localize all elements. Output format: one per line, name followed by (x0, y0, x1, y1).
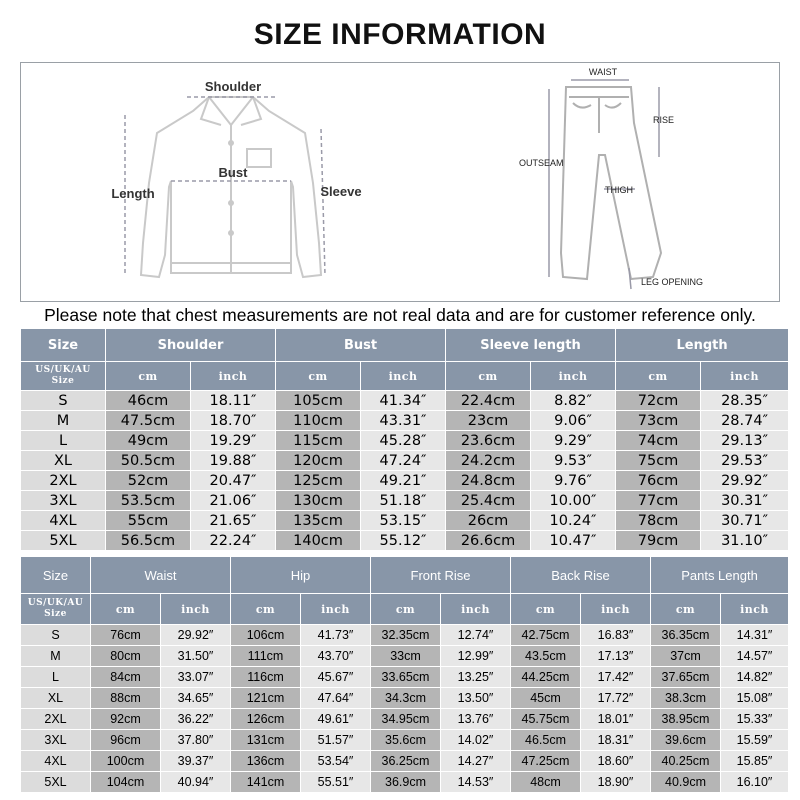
cm-value-cell: 53.5cm (106, 491, 191, 511)
cm-value-cell: 120cm (276, 451, 361, 471)
group-header-sleeve-length: Sleeve length (446, 329, 616, 362)
cm-value-cell: 76cm (91, 625, 161, 646)
cm-value-cell: 45.75cm (511, 709, 581, 730)
size-cell: M (21, 411, 106, 431)
cm-value-cell: 78cm (616, 511, 701, 531)
size-cell: 3XL (21, 491, 106, 511)
cm-value-cell: 36.35cm (651, 625, 721, 646)
size-cell: S (21, 625, 91, 646)
table-row (21, 431, 789, 451)
cm-value-cell: 43.5cm (511, 646, 581, 667)
group-header-hip: Hip (231, 557, 371, 594)
inch-value-cell: 40.94″ (161, 772, 231, 793)
region-size-header (21, 362, 106, 391)
inch-value-cell: 10.24″ (531, 511, 616, 531)
inch-value-cell: 10.47″ (531, 531, 616, 551)
size-cell: 2XL (21, 709, 91, 730)
inch-value-cell: 13.50″ (441, 688, 511, 709)
inch-value-cell: 9.53″ (531, 451, 616, 471)
inch-value-cell: 49.21″ (361, 471, 446, 491)
cm-value-cell: 24.2cm (446, 451, 531, 471)
table-row (21, 451, 789, 471)
unit-cm: cm (616, 362, 701, 391)
cm-value-cell: 40.9cm (651, 772, 721, 793)
group-header-bust: Bust (276, 329, 446, 362)
pants-label-rise: RISE (653, 115, 675, 125)
group-header-pants-length: Pants Length (651, 557, 789, 594)
unit-inch: inch (581, 594, 651, 625)
region-size-label: Size (51, 376, 75, 386)
inch-value-cell: 14.27″ (441, 751, 511, 772)
inch-value-cell: 31.10″ (701, 531, 789, 551)
group-header-waist: Waist (91, 557, 231, 594)
cm-value-cell: 92cm (91, 709, 161, 730)
cm-value-cell: 79cm (616, 531, 701, 551)
table-row (21, 511, 789, 531)
cm-value-cell: 36.25cm (371, 751, 441, 772)
inch-value-cell: 19.88″ (191, 451, 276, 471)
inch-value-cell: 29.13″ (701, 431, 789, 451)
inch-value-cell: 13.76″ (441, 709, 511, 730)
table-row (21, 411, 789, 431)
cm-value-cell: 22.4cm (446, 391, 531, 411)
pants-label-leg-opening: LEG OPENING (641, 277, 704, 287)
cm-value-cell: 116cm (231, 667, 301, 688)
cm-value-cell: 23.6cm (446, 431, 531, 451)
cm-value-cell: 73cm (616, 411, 701, 431)
cm-value-cell: 47.25cm (511, 751, 581, 772)
inch-value-cell: 8.82″ (531, 391, 616, 411)
inch-value-cell: 55.12″ (361, 531, 446, 551)
size-cell: XL (21, 451, 106, 471)
cm-value-cell: 45cm (511, 688, 581, 709)
inch-value-cell: 14.02″ (441, 730, 511, 751)
cm-value-cell: 126cm (231, 709, 301, 730)
table-row (21, 471, 789, 491)
shirt-label-shoulder: Shoulder (204, 79, 262, 94)
cm-value-cell: 75cm (616, 451, 701, 471)
inch-value-cell: 28.35″ (701, 391, 789, 411)
unit-inch: inch (701, 362, 789, 391)
cm-value-cell: 34.95cm (371, 709, 441, 730)
cm-value-cell: 38.3cm (651, 688, 721, 709)
measurement-illustration (20, 62, 780, 302)
group-header-shoulder: Shoulder (106, 329, 276, 362)
cm-value-cell: 96cm (91, 730, 161, 751)
inch-value-cell: 53.54″ (301, 751, 371, 772)
table-row (21, 772, 789, 793)
size-cell: 2XL (21, 471, 106, 491)
inch-value-cell: 17.13″ (581, 646, 651, 667)
shirt-label-length: Length (111, 186, 155, 201)
unit-cm: cm (371, 594, 441, 625)
table-row (21, 730, 789, 751)
cm-value-cell: 121cm (231, 688, 301, 709)
inch-value-cell: 22.24″ (191, 531, 276, 551)
cm-value-cell: 36.9cm (371, 772, 441, 793)
inch-value-cell: 30.31″ (701, 491, 789, 511)
bottom-table-body (21, 625, 789, 793)
cm-value-cell: 50.5cm (106, 451, 191, 471)
shirt-label-sleeve: Sleeve (320, 184, 362, 199)
unit-cm: cm (651, 594, 721, 625)
inch-value-cell: 18.90″ (581, 772, 651, 793)
table-row (21, 491, 789, 511)
unit-cm: cm (276, 362, 361, 391)
inch-value-cell: 14.57″ (721, 646, 789, 667)
inch-value-cell: 18.60″ (581, 751, 651, 772)
table-row (21, 391, 789, 411)
size-cell: L (21, 431, 106, 451)
inch-value-cell: 12.99″ (441, 646, 511, 667)
table-row (21, 625, 789, 646)
table-row (21, 709, 789, 730)
pants-label-waist: WAIST (588, 67, 618, 77)
size-cell: M (21, 646, 91, 667)
inch-value-cell: 29.53″ (701, 451, 789, 471)
cm-value-cell: 80cm (91, 646, 161, 667)
cm-value-cell: 125cm (276, 471, 361, 491)
table-row (21, 531, 789, 551)
inch-value-cell: 37.80″ (161, 730, 231, 751)
shirt-drawing (141, 97, 321, 277)
group-header-back-rise: Back Rise (511, 557, 651, 594)
cm-value-cell: 37cm (651, 646, 721, 667)
cm-value-cell: 32.35cm (371, 625, 441, 646)
inch-value-cell: 33.07″ (161, 667, 231, 688)
inch-value-cell: 47.64″ (301, 688, 371, 709)
region-size-header (21, 594, 91, 625)
shirt-measure-lines (125, 97, 325, 275)
inch-value-cell: 21.65″ (191, 511, 276, 531)
cm-value-cell: 46.5cm (511, 730, 581, 751)
cm-value-cell: 33cm (371, 646, 441, 667)
size-cell: 5XL (21, 531, 106, 551)
cm-value-cell: 100cm (91, 751, 161, 772)
inch-value-cell: 29.92″ (161, 625, 231, 646)
cm-value-cell: 141cm (231, 772, 301, 793)
inch-value-cell: 51.18″ (361, 491, 446, 511)
unit-inch: inch (301, 594, 371, 625)
cm-value-cell: 24.8cm (446, 471, 531, 491)
inch-value-cell: 51.57″ (301, 730, 371, 751)
cm-value-cell: 44.25cm (511, 667, 581, 688)
cm-value-cell: 38.95cm (651, 709, 721, 730)
inch-value-cell: 18.31″ (581, 730, 651, 751)
cm-value-cell: 33.65cm (371, 667, 441, 688)
cm-value-cell: 104cm (91, 772, 161, 793)
pants-drawing (561, 87, 661, 279)
cm-value-cell: 110cm (276, 411, 361, 431)
inch-value-cell: 49.61″ (301, 709, 371, 730)
unit-inch: inch (441, 594, 511, 625)
cm-value-cell: 115cm (276, 431, 361, 451)
inch-value-cell: 10.00″ (531, 491, 616, 511)
inch-value-cell: 53.15″ (361, 511, 446, 531)
cm-value-cell: 56.5cm (106, 531, 191, 551)
region-label: US/UK/AU (35, 365, 91, 375)
disclaimer-note: Please note that chest measurements are not real data and are for customer reference only. (44, 305, 756, 325)
inch-value-cell: 9.29″ (531, 431, 616, 451)
illustration-canvas (21, 63, 779, 301)
inch-value-cell: 9.76″ (531, 471, 616, 491)
inch-value-cell: 43.31″ (361, 411, 446, 431)
unit-cm: cm (446, 362, 531, 391)
cm-value-cell: 105cm (276, 391, 361, 411)
size-cell: 5XL (21, 772, 91, 793)
inch-value-cell: 14.31″ (721, 625, 789, 646)
size-cell: XL (21, 688, 91, 709)
top-size-table (20, 328, 789, 551)
cm-value-cell: 88cm (91, 688, 161, 709)
cm-value-cell: 25.4cm (446, 491, 531, 511)
inch-value-cell: 43.70″ (301, 646, 371, 667)
unit-cm: cm (511, 594, 581, 625)
region-size-label: Size (44, 609, 67, 619)
pants-label-outseam: OUTSEAM (519, 158, 564, 168)
group-header-length: Length (616, 329, 789, 362)
inch-value-cell: 16.10″ (721, 772, 789, 793)
cm-value-cell: 72cm (616, 391, 701, 411)
inch-value-cell: 41.34″ (361, 391, 446, 411)
cm-value-cell: 35.6cm (371, 730, 441, 751)
cm-value-cell: 39.6cm (651, 730, 721, 751)
cm-value-cell: 49cm (106, 431, 191, 451)
cm-value-cell: 47.5cm (106, 411, 191, 431)
cm-value-cell: 135cm (276, 511, 361, 531)
inch-value-cell: 36.22″ (161, 709, 231, 730)
unit-inch: inch (361, 362, 446, 391)
inch-value-cell: 34.65″ (161, 688, 231, 709)
inch-value-cell: 17.42″ (581, 667, 651, 688)
inch-value-cell: 55.51″ (301, 772, 371, 793)
cm-value-cell: 48cm (511, 772, 581, 793)
table-row (21, 646, 789, 667)
size-cell: 3XL (21, 730, 91, 751)
unit-cm: cm (91, 594, 161, 625)
inch-value-cell: 20.47″ (191, 471, 276, 491)
cm-value-cell: 106cm (231, 625, 301, 646)
inch-value-cell: 15.85″ (721, 751, 789, 772)
cm-value-cell: 140cm (276, 531, 361, 551)
unit-inch: inch (161, 594, 231, 625)
inch-value-cell: 15.08″ (721, 688, 789, 709)
size-cell: 4XL (21, 511, 106, 531)
inch-value-cell: 15.33″ (721, 709, 789, 730)
inch-value-cell: 17.72″ (581, 688, 651, 709)
cm-value-cell: 26.6cm (446, 531, 531, 551)
inch-value-cell: 15.59″ (721, 730, 789, 751)
table-row (21, 667, 789, 688)
inch-value-cell: 18.70″ (191, 411, 276, 431)
inch-value-cell: 30.71″ (701, 511, 789, 531)
unit-cm: cm (231, 594, 301, 625)
inch-value-cell: 12.74″ (441, 625, 511, 646)
cm-value-cell: 130cm (276, 491, 361, 511)
inch-value-cell: 13.25″ (441, 667, 511, 688)
inch-value-cell: 21.06″ (191, 491, 276, 511)
region-label: US/UK/AU (27, 598, 84, 608)
cm-value-cell: 55cm (106, 511, 191, 531)
table-row (21, 751, 789, 772)
cm-value-cell: 136cm (231, 751, 301, 772)
size-cell: S (21, 391, 106, 411)
inch-value-cell: 18.01″ (581, 709, 651, 730)
inch-value-cell: 39.37″ (161, 751, 231, 772)
inch-value-cell: 18.11″ (191, 391, 276, 411)
page-title: SIZE INFORMATION (253, 18, 547, 51)
shirt-label-bust: Bust (218, 165, 248, 180)
cm-value-cell: 77cm (616, 491, 701, 511)
unit-inch: inch (191, 362, 276, 391)
cm-value-cell: 34.3cm (371, 688, 441, 709)
top-table-body (21, 391, 789, 551)
inch-value-cell: 16.83″ (581, 625, 651, 646)
table-row (21, 688, 789, 709)
size-header: Size (21, 557, 91, 594)
cm-value-cell: 52cm (106, 471, 191, 491)
cm-value-cell: 84cm (91, 667, 161, 688)
cm-value-cell: 46cm (106, 391, 191, 411)
cm-value-cell: 131cm (231, 730, 301, 751)
unit-inch: inch (531, 362, 616, 391)
inch-value-cell: 45.67″ (301, 667, 371, 688)
inch-value-cell: 9.06″ (531, 411, 616, 431)
cm-value-cell: 76cm (616, 471, 701, 491)
inch-value-cell: 28.74″ (701, 411, 789, 431)
cm-value-cell: 42.75cm (511, 625, 581, 646)
group-header-front-rise: Front Rise (371, 557, 511, 594)
inch-value-cell: 31.50″ (161, 646, 231, 667)
cm-value-cell: 26cm (446, 511, 531, 531)
inch-value-cell: 14.53″ (441, 772, 511, 793)
cm-value-cell: 40.25cm (651, 751, 721, 772)
size-cell: L (21, 667, 91, 688)
bottom-size-table (20, 556, 789, 793)
unit-inch: inch (721, 594, 789, 625)
cm-value-cell: 74cm (616, 431, 701, 451)
inch-value-cell: 47.24″ (361, 451, 446, 471)
inch-value-cell: 19.29″ (191, 431, 276, 451)
cm-value-cell: 23cm (446, 411, 531, 431)
inch-value-cell: 29.92″ (701, 471, 789, 491)
inch-value-cell: 41.73″ (301, 625, 371, 646)
cm-value-cell: 111cm (231, 646, 301, 667)
size-header: Size (21, 329, 106, 362)
size-cell: 4XL (21, 751, 91, 772)
cm-value-cell: 37.65cm (651, 667, 721, 688)
inch-value-cell: 45.28″ (361, 431, 446, 451)
unit-cm: cm (106, 362, 191, 391)
pants-label-thigh: THIGH (605, 185, 633, 195)
inch-value-cell: 14.82″ (721, 667, 789, 688)
